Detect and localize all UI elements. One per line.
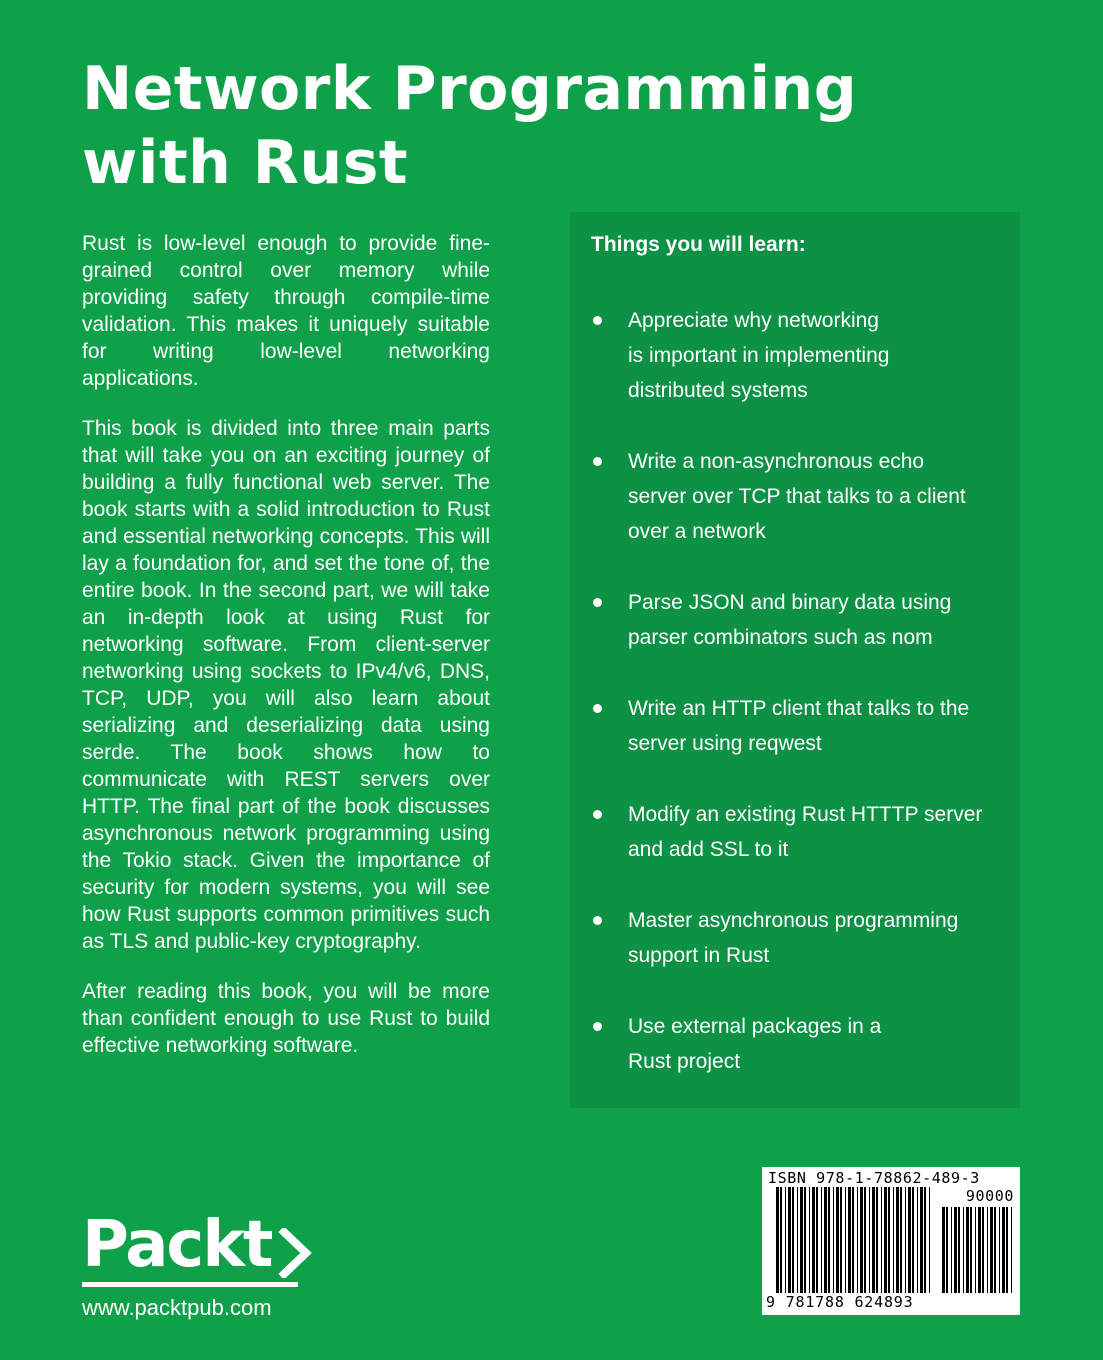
barcode-bar [888,1187,890,1293]
barcode-bar [966,1207,969,1293]
barcode-bar [821,1187,822,1293]
description-paragraph: Rust is low-level enough to provide fine-grained control over memory while providing safety through compile-time validation. This makes it uniquely suitable for writing low-level networking applications. [82,232,490,390]
barcode-bar [987,1207,988,1293]
learn-item [591,903,1000,973]
logo-underline [82,1282,298,1287]
barcode-bar [828,1187,830,1293]
barcode-bar [833,1187,834,1293]
barcode-bar [785,1187,786,1293]
learn-item [591,691,1000,761]
barcode-bar [876,1187,878,1293]
bullet-icon [593,810,602,819]
barcode-addon-number: 90000 [965,1187,1014,1205]
learn-item-line: parser combinators such as nom [628,626,933,649]
bullet-icon [593,316,602,325]
barcode-bar [812,1187,815,1293]
bullet-icon [593,457,602,466]
packt-logo [82,1208,298,1290]
learn-item [591,585,1000,655]
barcode-bar [869,1187,870,1293]
bullet-icon [593,1022,602,1031]
barcode-bar [792,1187,794,1293]
barcode-bar [896,1187,899,1293]
barcode-bar [776,1187,779,1293]
barcode-bar [978,1207,981,1293]
barcode-bar [975,1207,976,1293]
learn-item-line: and add SSL to it [628,838,789,861]
learn-item-line: Modify an existing Rust HTTTP server [628,803,983,826]
learn-item-line: Use external packages in a [628,1015,882,1038]
barcode-bar [852,1187,854,1293]
learn-item-line: server using reqwest [628,732,822,755]
learn-item-line: Rust project [628,1050,741,1073]
description-paragraph: This book is divided into three main parts that will take you on an exciting journey of building a fully functional web server. The book starts with a solid introduction to Rust and essential networking concepts. This will lay a foundation for, and set the tone of, the entire book. In the second part, we will take an in-depth look at using Rust for networking software. From client-server networking using sockets to IPv4/v6, DNS, TCP, UDP, you will also learn about serializing and deserializing data using serde. The book shows how to communicate with REST servers over HTTP. The final part of the book discusses asynchronous network programming using the Tokio stack. Given the importance of security for modern systems, you will see how Rust supports common primitives such as TLS and public-key cryptography. [82,417,490,953]
learn-item-line: is important in implementing [628,344,890,367]
learn-item [591,303,1000,408]
barcode-bar [929,1187,930,1293]
barcode-bar [881,1187,882,1293]
barcode-bar [994,1207,996,1293]
barcode-bar [942,1207,945,1293]
learn-panel [570,212,1020,1108]
bullet-icon [593,916,602,925]
barcode-bar [836,1187,839,1293]
isbn-barcode [762,1167,1020,1315]
barcode-bar [845,1187,846,1293]
barcode-bar [809,1187,810,1293]
barcode-bar [857,1187,858,1293]
barcode-bar [780,1187,782,1293]
barcode-bar [946,1207,948,1293]
barcode-bar [788,1187,791,1293]
barcode-bar [884,1187,887,1293]
learn-list [591,303,1000,1079]
barcode-bar [990,1207,993,1293]
barcode-bar [982,1207,984,1293]
barcode-bar [1006,1207,1008,1293]
book-description [82,230,490,1082]
barcode-bar [999,1207,1000,1293]
barcode-bar [1011,1207,1012,1293]
barcode-bar [917,1187,918,1293]
learn-item-line: Parse JSON and binary data using [628,591,952,614]
barcode-bar [1002,1207,1005,1293]
bullet-icon [593,704,602,713]
barcode-bar [963,1207,964,1293]
learn-item [591,797,1000,867]
barcode-digits: 9 781788 624893 [766,1293,914,1311]
learn-heading: Things you will learn: [591,233,806,256]
learn-item-line: Write a non-asynchronous echo [628,450,925,473]
book-title-line-2: with Rust [82,128,409,198]
learn-item [591,1009,1000,1079]
barcode-bar [860,1187,863,1293]
chevron-right-icon [278,1228,312,1278]
barcode-bar [924,1187,926,1293]
learn-item [591,444,1000,549]
learn-item-line: Appreciate why networking [628,309,879,332]
learn-item-line: server over TCP that talks to a client [628,485,966,508]
barcode-bar [816,1187,818,1293]
barcode-bar [958,1207,960,1293]
barcode-bar [872,1187,875,1293]
barcode-bar [954,1207,957,1293]
barcode-bar [908,1187,911,1293]
barcode-bar [970,1207,972,1293]
bullet-icon [593,598,602,607]
learn-item-line: Master asynchronous programming [628,909,959,932]
barcode-bar [893,1187,894,1293]
logo-wordmark: Packt [82,1208,272,1282]
barcode-bar [800,1187,803,1293]
barcode-bar [912,1187,914,1293]
barcode-bar [797,1187,798,1293]
learn-item-line: support in Rust [628,944,770,967]
barcode-bar [824,1187,827,1293]
isbn-label: ISBN 978-1-78862-489-3 [768,1169,980,1187]
barcode-bar [951,1207,952,1293]
barcode-bar [900,1187,902,1293]
barcode-bar [840,1187,842,1293]
barcode-bar [804,1187,806,1293]
book-title-line-1: Network Programming [82,54,858,124]
learn-item-line: Write an HTTP client that talks to the [628,697,970,720]
learn-item-line: over a network [628,520,766,543]
description-paragraph: After reading this book, you will be more than confident enough to use Rust to build effective networking software. [82,980,490,1057]
barcode-bar [920,1187,923,1293]
book-title [82,52,982,200]
barcode-bar [905,1187,906,1293]
publisher-website[interactable]: www.packtpub.com [82,1295,272,1320]
barcode-bar [848,1187,851,1293]
learn-item-line: distributed systems [628,379,808,402]
barcode-bar [864,1187,866,1293]
